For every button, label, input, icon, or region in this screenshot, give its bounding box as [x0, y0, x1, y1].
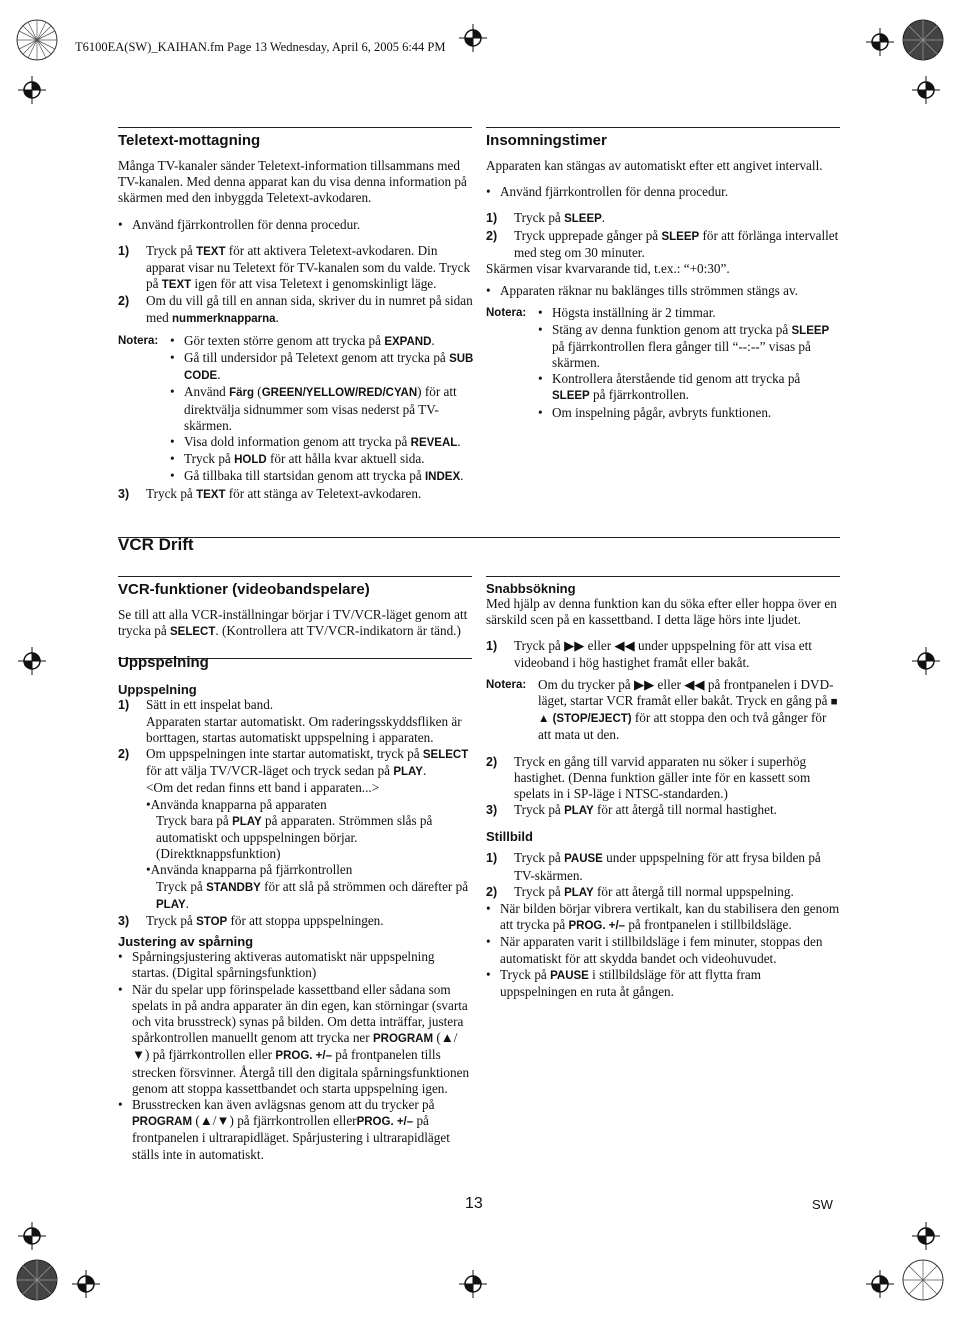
step: 3) Tryck på PLAY för att återgå till normal hastighet. — [486, 802, 777, 818]
paragraph: Med hjälp av denna funktion kan du söka efter eller hoppa över en särskild scen på en kassettband. I detta läge hörs inte ljudet. — [486, 596, 837, 628]
registration-mark-icon — [912, 76, 940, 104]
list-item: • När apparaten varit i stillbildsläge i fem minuter, stoppas den automatiskt för att skydda bandet och videohuvudet. — [486, 934, 823, 966]
registration-mark-icon — [912, 1222, 940, 1250]
step: 1) Tryck på SLEEP. — [486, 210, 606, 226]
note-block: Notera: • Gör texten större genom att trycka på EXPAND. • Gå till undersidor på Teletext genom att trycka på SUB CODE. • Använd Färg (GREEN/YELLOW/RED/CYAN) för att direktvälja sidnummer som visas nederst på TV-skärmen. • Visa dold information genom att trycka på REVEAL. • Tryck på HOLD för att hålla kvar aktuell sida. • Gå tillbaka till startsidan genom att trycka på INDEX. — [118, 333, 474, 486]
registration-mark-icon — [459, 24, 487, 52]
section-title: VCR-funktioner (videobandspelare) — [118, 581, 370, 598]
fast-forward-icon: ▶▶ — [564, 638, 585, 654]
subsection-title: Justering av spårning — [118, 934, 254, 950]
step: 3) Tryck på STOP för att stoppa uppspelningen. — [118, 913, 384, 929]
sleep-timer-section — [486, 132, 840, 421]
list-item: • Gå tillbaka till startsidan genom att trycka på INDEX. — [170, 468, 464, 484]
section-rule — [118, 537, 840, 538]
paragraph: Skärmen visar kvarvarande tid, t.ex.: “+0:30”. — [486, 261, 730, 277]
list-item: • Stäng av denna funktion genom att trycka på SLEEP på fjärrkontrollen flera gånger till “--:--” visas på skärmen. — [538, 321, 830, 371]
list-item: • När bilden börjar vibrera vertikalt, kan du stabilisera den genom att trycka på PROG. +/– på frontpanelen i stillbildsläge. — [486, 901, 840, 933]
section-rule — [118, 576, 472, 577]
step: 2) Om du vill gå till en annan sida, skriver du in numret på sidan med nummerknapparna. — [118, 293, 473, 325]
list-item: • Brusstrecken kan även avlägsnas genom att du trycker på PROGRAM (▲/▼) på fjärrkontrollen ellerPROG. +/– på frontpanelen i ultrarapidläget. Spårjustering i ultrarapidläget ställs inte in automatiskt. — [118, 1097, 450, 1162]
registration-mark-icon — [459, 1270, 487, 1298]
registration-mark-icon — [866, 28, 894, 56]
registration-mark-icon — [18, 1222, 46, 1250]
teletext-section — [118, 132, 474, 503]
subsection-title: Snabbsökning — [486, 581, 576, 596]
list-item: • Gör texten större genom att trycka på EXPAND. — [170, 332, 435, 348]
rewind-icon: ◀◀ — [684, 676, 705, 692]
corner-crop-mark-icon — [901, 1258, 945, 1302]
stop-eject-icon: ■ ▲ (STOP/EJECT) — [538, 696, 838, 726]
step: 2) Om uppspelningen inte startar automatiskt, tryck på SELECT för att välja TV/VCR-läget och tryck sedan på PLAY. <Om det redan finns ett band i apparaten...> •Använda knapparna på apparaten Tryck bara på PLAY på apparaten. Strömmen slås på automatiskt och uppspelningen börjar. (Direktknappsfunktion) •Använda knapparna på fjärrkontrollen Tryck på STANDBY för att slå på strömmen och därefter på PLAY. — [118, 746, 469, 911]
step: 2) Tryck en gång till varvid apparaten nu söker i superhög hastighet. (Denna funktion gäller inte för en kassett som spelats in i SP-läge i NTSC-standarden.) — [486, 753, 811, 802]
list-item: • Om inspelning pågår, avbryts funktionen. — [538, 404, 772, 420]
page-number: 13 — [465, 1195, 483, 1212]
list-item: • Kontrollera återstående tid genom att trycka på SLEEP på fjärrkontrollen. — [538, 371, 801, 403]
step: 1) Sätt in ett inspelat band. Apparaten startar automatiskt. Om raderingsskyddsfliken är borttagen, startas automatiskt uppspelning i apparaten. — [118, 697, 462, 745]
vcr-functions-section — [118, 581, 474, 1163]
list-item: • Visa dold information genom att trycka på REVEAL. — [170, 434, 461, 450]
rewind-icon: ◀◀ — [614, 638, 635, 654]
section-rule — [486, 127, 840, 128]
section-title: Insomningstimer — [486, 132, 607, 149]
step: 3) Tryck på TEXT för att stänga av Teletext-avkodaren. — [118, 485, 422, 501]
list-item: • Använd Färg (GREEN/YELLOW/RED/CYAN) för att direktvälja sidnummer som visas nederst på TV-skärmen. — [170, 384, 457, 433]
registration-mark-icon — [866, 1270, 894, 1298]
registration-mark-icon — [18, 76, 46, 104]
step: 1) Tryck på ▶▶ eller ◀◀ under uppspelning för att visa ett videoband i hög hastighet framåt eller bakåt. — [486, 638, 812, 670]
list-item: • Använd fjärrkontrollen för denna procedur. — [118, 216, 361, 232]
step: 2) Tryck upprepade gånger på SLEEP för att förlänga intervallet med steg om 30 minuter. — [486, 227, 839, 260]
page-header: T6100EA(SW)_KAIHAN.fm Page 13 Wednesday, April 6, 2005 6:44 PM — [75, 40, 446, 54]
list-item: • Använd fjärrkontrollen för denna procedur. — [486, 184, 729, 200]
list-item: • Högsta inställning är 2 timmar. — [538, 305, 716, 321]
registration-mark-icon — [18, 647, 46, 675]
section-rule — [486, 576, 840, 577]
list-item: • När du spelar upp förinspelade kassettband eller sådana som spelats in på andra apparater än din egen, kan störningar (svarta och vita brusstreck) synas på bilden. Om detta inträffar, justera spårkontrollen manuellt genom att trycka ner PROGRAM (▲/▼) på fjärrkontrollen eller PROG. +/– på frontpanelen tills strecken försvinner. Återgå till den digitala spårningsfunktionen genom att stoppa kassettbandet och starta uppspelning igen. — [118, 981, 470, 1096]
list-item: • Apparaten räknar nu baklänges tills strömmen stängs av. — [486, 283, 798, 299]
registration-mark-icon — [912, 647, 940, 675]
note-block: Notera: • Högsta inställning är 2 timmar. • Stäng av denna funktion genom att trycka på SLEEP på fjärrkontrollen flera gånger till “--:--” visas på skärmen. • Kontrollera återstående tid genom att trycka på SLEEP på fjärrkontrollen. • Om inspelning pågår, avbryts funktionen. — [486, 305, 840, 420]
list-item: • Gå till undersidor på Teletext genom att trycka på SUB CODE. — [170, 350, 474, 383]
subsection-title: Uppspelning — [118, 682, 197, 698]
section-rule — [118, 127, 472, 128]
list-item: • Tryck på HOLD för att hålla kvar aktuell sida. — [170, 451, 425, 467]
fast-forward-icon: ▶▶ — [633, 676, 655, 692]
section-heading-vcr: VCR Drift — [118, 535, 194, 554]
search-still-section — [486, 581, 840, 1000]
list-item: • Spårningsjustering aktiveras automatiskt när uppspelning startas. (Digital spårningsfunktion) — [118, 949, 435, 981]
step: 1) Tryck på PAUSE under uppspelning för att frysa bilden på TV-skärmen. — [486, 850, 821, 883]
corner-crop-mark-icon — [15, 18, 59, 62]
language-code: SW — [812, 1197, 833, 1212]
paragraph: Se till att alla VCR-inställningar börjar i TV/VCR-läget genom att trycka på SELECT. (Kontrollera att TV/VCR-indikatorn är tänd.) — [118, 607, 468, 639]
corner-crop-mark-icon — [15, 1258, 59, 1302]
step: 1) Tryck på TEXT för att aktivera Teletext-avkodaren. Din apparat visar nu Teletext för TV-kanalen som du valde. Tryck på TEXT igen för att visa Teletext i genomskinligt läge. — [118, 242, 471, 292]
paragraph: Många TV-kanaler sänder Teletext-information tillsammans med TV-kanalen. Med denna apparat kan du visa denna information på skärmen med den inbyggda Teletext-avkodaren. — [118, 158, 467, 206]
note-block: Notera: Om du trycker på ▶▶ eller ◀◀ på frontpanelen i DVD-läget, startar VCR framåt eller bakåt. Tryck en gång på ■ ▲ (STOP/EJECT) för att stoppa den och två gånger för att mata ut den. — [486, 676, 838, 743]
registration-mark-icon — [72, 1270, 100, 1298]
corner-crop-mark-icon — [901, 18, 945, 62]
paragraph: Apparaten kan stängas av automatiskt efter ett angivet intervall. — [486, 158, 823, 173]
step: 2) Tryck på PLAY för att återgå till normal uppspelning. — [486, 883, 794, 899]
list-item: • Tryck på PAUSE i stillbildsläge för att flytta fram uppspelningen en ruta åt gången. — [486, 966, 761, 1000]
section-title: Teletext-mottagning — [118, 132, 261, 149]
subsection-title: Stillbild — [486, 829, 533, 845]
section-title: Uppspelning — [118, 654, 209, 672]
